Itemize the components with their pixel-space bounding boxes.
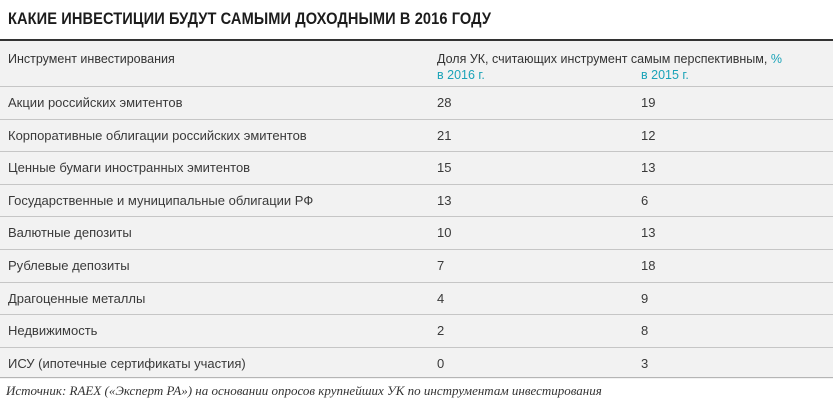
table-row <box>0 152 833 185</box>
source-note: Источник: RAEX («Эксперт РА») на основании опросов крупнейших УК по инструментам инвестирования <box>6 383 602 398</box>
row-value-2015: 19 <box>641 95 656 110</box>
table-row <box>0 217 833 250</box>
row-value-2016: 4 <box>437 290 445 306</box>
page-title: КАКИЕ ИНВЕСТИЦИИ БУДУТ САМЫМИ ДОХОДНЫМИ В 2016 ГОДУ <box>8 9 492 28</box>
header-share-label: Доля УК, считающих инструмент самым перспективным, <box>437 52 768 66</box>
row-value-2015: 18 <box>641 257 656 273</box>
row-instrument: Корпоративные облигации российских эмитентов <box>8 127 307 143</box>
row-value-2016: 10 <box>437 225 452 241</box>
row-instrument: Драгоценные металлы <box>8 290 146 306</box>
row-instrument: Ценные бумаги иностранных эмитентов <box>8 160 251 176</box>
header-unit: % <box>770 52 782 66</box>
row-instrument: Рублевые депозиты <box>8 257 130 273</box>
row-value-2016: 7 <box>437 257 445 273</box>
row-value-2016: 13 <box>437 192 452 208</box>
row-value-2015: 12 <box>641 127 656 143</box>
table-header <box>0 41 833 87</box>
investment-table <box>0 41 833 379</box>
table-row <box>0 120 833 153</box>
header-share <box>437 52 782 66</box>
row-value-2015: 13 <box>641 160 656 176</box>
row-instrument: Недвижимость <box>8 323 98 339</box>
row-value-2016: 15 <box>437 160 452 176</box>
header-year-2016: в 2016 г. <box>437 68 485 82</box>
table-row <box>0 185 833 218</box>
table-row <box>0 283 833 316</box>
table-bottom-divider <box>0 377 833 378</box>
row-instrument: Акции российских эмитентов <box>8 95 183 110</box>
header-year-2015: в 2015 г. <box>641 68 689 82</box>
row-instrument: ИСУ (ипотечные сертификаты участия) <box>8 355 246 371</box>
row-value-2016: 2 <box>437 323 445 339</box>
row-value-2015: 9 <box>641 290 649 306</box>
table-row <box>0 348 833 380</box>
row-value-2015: 13 <box>641 225 656 241</box>
row-instrument: Государственные и муниципальные облигации РФ <box>8 192 314 208</box>
table-row <box>0 315 833 348</box>
row-value-2015: 3 <box>641 355 649 371</box>
header-instrument: Инструмент инвестирования <box>8 52 175 66</box>
row-instrument: Валютные депозиты <box>8 225 132 241</box>
row-value-2016: 21 <box>437 127 452 143</box>
row-value-2016: 28 <box>437 95 452 110</box>
row-value-2015: 8 <box>641 323 649 339</box>
table-row <box>0 87 833 120</box>
row-value-2016: 0 <box>437 355 445 371</box>
table-row <box>0 250 833 283</box>
row-value-2015: 6 <box>641 192 649 208</box>
